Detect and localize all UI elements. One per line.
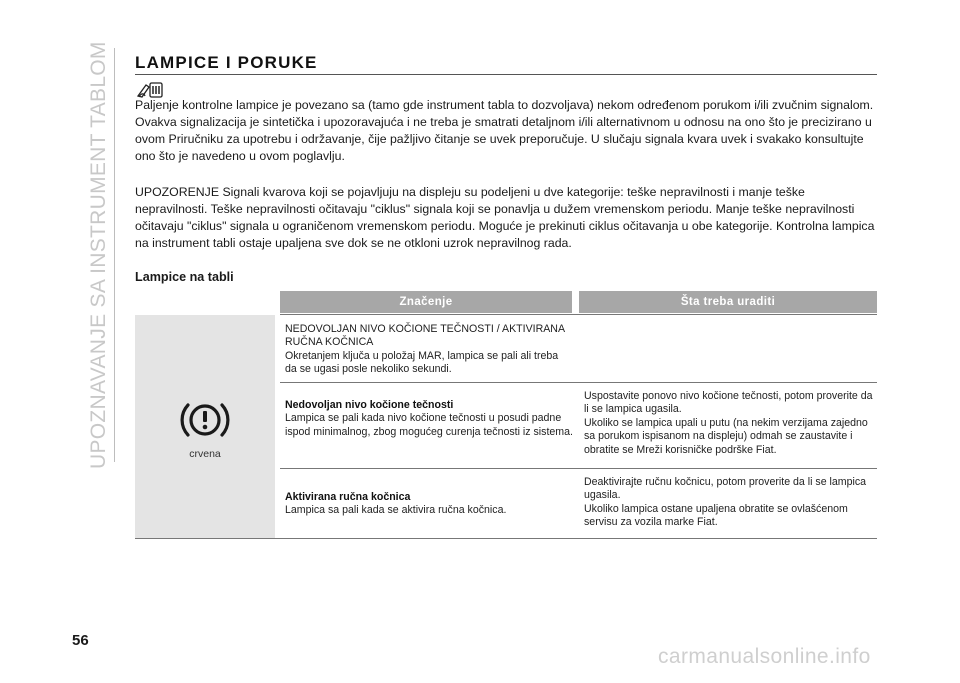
watermark-text: carmanualsonline.info — [658, 645, 871, 668]
brake-warning-icon — [176, 397, 234, 443]
icon-color-label: crvena — [189, 448, 221, 460]
row-divider — [280, 382, 877, 383]
section-title: LAMPICE I PORUKE — [135, 53, 318, 72]
row3-action: Deaktivirajte ručnu kočnicu, potom proverite da li se lampica ugasila. Ukoliko lampica ostane upaljena obratite se ovlašćenom servisu za vozila marke Fiat. — [584, 476, 867, 529]
header-meaning: Značenje — [280, 291, 572, 313]
table-bottom-rule — [135, 538, 877, 539]
row3-meaning-title: Aktivirana ručna kočnica — [285, 491, 411, 503]
row-divider — [280, 468, 877, 469]
page-number: 56 — [72, 632, 89, 649]
row2-meaning-title: Nedovoljan nivo kočione tečnosti — [285, 399, 454, 411]
chapter-side-title: UPOZNAVANJE SA INSTRUMENT TABLOM — [87, 41, 110, 469]
title-underline — [135, 74, 877, 75]
header-action: Šta treba uraditi — [579, 291, 877, 313]
header-icon-column — [135, 291, 275, 313]
intro-paragraph: Paljenje kontrolne lampice je povezano sa (tamo gde instrument tabla to dozvoljava) nekom određenom porukom i/ili zvučnim signalom. Ovakva signalizacija je sintetička i upozoravajuća i ne treba je smatrati detaljnom i/ili alternativnom u odnosu na ono što je precizirano u ovom Priručniku za upotrebu i održavanje, čije pažljivo čitanje se uvek preporučuje. U slučaju signala kvara uvek i svakako konsultujte ono što je navedeno u ovom poglavlju. — [135, 98, 874, 163]
row2-meaning — [285, 399, 575, 439]
side-divider — [114, 48, 115, 462]
warning-paragraph: UPOZORENJE Signali kvarova koji se pojavljuju na displeju su podeljeni u dve kategorije: teške nepravilnosti i manje teške nepravilnosti. Teške nepravilnosti očitavaju "ciklus" signala koji se ponavlja u dužem vremenskom periodu. Manje teške nepravilnosti očitavaju "ciklus" signala u ograničenom vremenskom periodu. Moguće je prekinuti ciklus očitavanja u obe kategorije. Kontrolna lampica na instrument tabli ostaje upaljena sve dok se ne otkloni uzrok nepravilnog rada. — [135, 185, 875, 250]
row2-action: Uspostavite ponovo nivo kočione tečnosti, potom proverite da li se lampica ugasila. Ukoliko se lampica upali u putu (na nekim verzijama zajedno sa porukom ispisanom na displeju) odmah se zaustavite i obratite se Mreži korisničke podrške Fiat. — [584, 390, 873, 456]
row3-meaning-text: Lampica sa pali kada se aktivira ručna kočnica. — [285, 504, 507, 517]
row2-meaning-text: Lampica se pali kada nivo kočione tečnosti u posudi padne ispod minimalnog, zbog mogućeg curenja tečnosti iz sistema. — [285, 412, 573, 438]
row1-meaning: NEDOVOLJAN NIVO KOČIONE TEČNOSTI / AKTIVIRANA RUČNA KOČNICA Okretanjem ključa u položaj MAR, lampica se pali ali treba da se ugasi posle nekoliko sekundi. — [285, 323, 565, 376]
table-title: Lampice na tabli — [135, 270, 234, 284]
row-divider — [280, 314, 877, 315]
row3-meaning — [285, 491, 575, 518]
